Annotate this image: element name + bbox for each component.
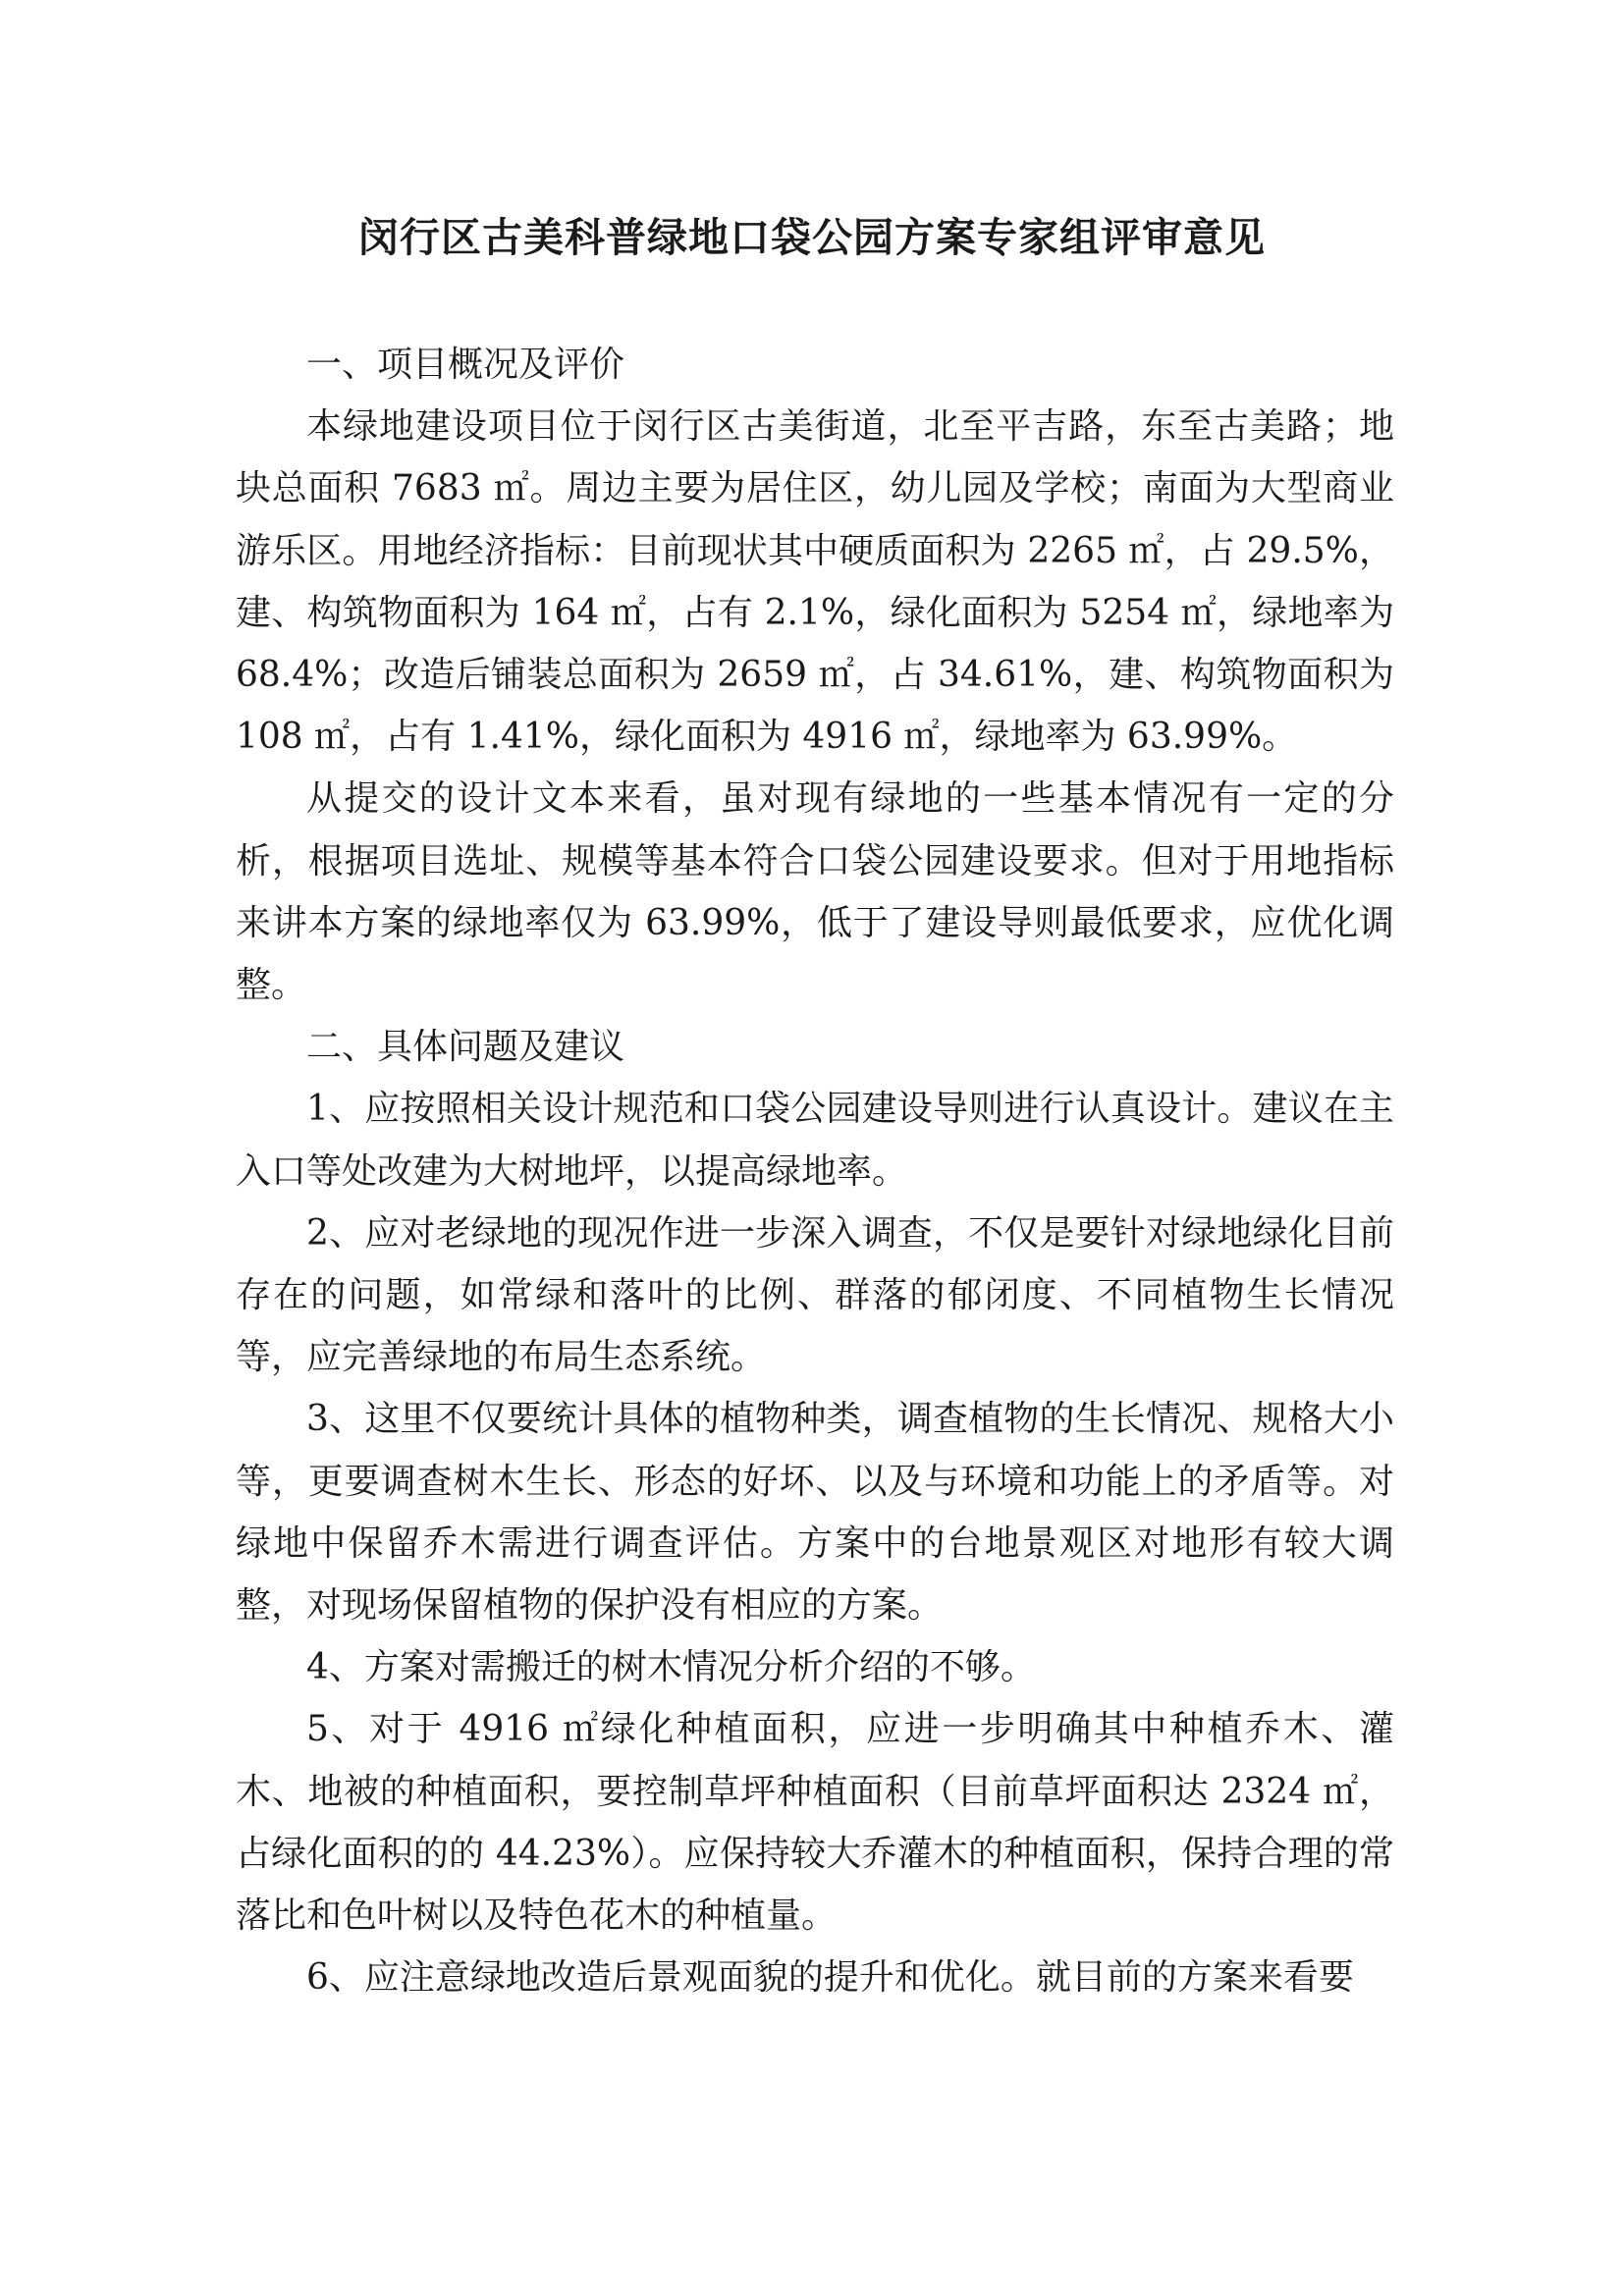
paragraph-item-2: 2、应对老绿地的现况作进一步深入调查，不仅是要针对绿地绿化目前存在的问题，如常绿和落叶的比例、群落的郁闭度、不同植物生长情况等，应完善绿地的布局生态系统。 — [236, 1212, 1394, 1378]
paragraph-item-1: 1、应按照相关设计规范和口袋公园建设导则进行认真设计。建议在主入口等处改建为大树地坪，以提高绿地率。 — [236, 1089, 1394, 1192]
paragraph-item-5: 5、对于 4916 ㎡绿化种植面积，应进一步明确其中种植乔木、灌木、地被的种植面积，要控制草坪种植面积（目前草坪面积达 2324 ㎡，占绿化面积的的 44.23%）。应保持较大乔灌木的种植面积，保持合理的常落比和色叶树以及特色花木的种植量。 — [236, 1709, 1394, 1937]
paragraph-item-4: 4、方案对需搬迁的树木情况分析介绍的不够。 — [306, 1647, 1036, 1688]
paragraph-project-overview: 本绿地建设项目位于闵行区古美街道，北至平吉路，东至古美路；地块总面积 7683 ㎡。周边主要为居住区，幼儿园及学校；南面为大型商业游乐区。用地经济指标：目前现状其中硬质面积为 2265 ㎡，占 29.5%，建、构筑物面积为 164 ㎡，占有 2.1%，绿化面积为 5254 ㎡，绿地率为 68.4%；改造后铺装总面积为 2659 ㎡，占 34.61%，建、构筑物面积为 108 ㎡，占有 1.41%，绿化面积为 4916 ㎡，绿地率为 63.99%。 — [236, 406, 1394, 758]
section-heading-issues: 二、具体问题及建议 — [306, 1027, 625, 1068]
paragraph-item-3: 3、这里不仅要统计具体的植物种类，调查植物的生长情况、规格大小等，更要调查树木生长、形态的好坏、以及与环境和功能上的矛盾等。对绿地中保留乔木需进行调查评估。方案中的台地景观区对地形有较大调整，对现场保留植物的保护没有相应的方案。 — [236, 1399, 1394, 1627]
document-body — [236, 334, 1394, 2008]
paragraph-item-6: 6、应注意绿地改造后景观面貌的提升和优化。就目前的方案来看要 — [306, 1957, 1354, 1999]
paragraph-evaluation: 从提交的设计文本来看，虽对现有绿地的一些基本情况有一定的分析，根据项目选址、规模等基本符合口袋公园建设要求。但对于用地指标来讲本方案的绿地率仅为 63.99%，低于了建设导则最低要求，应优化调整。 — [236, 778, 1394, 1006]
section-heading-overview: 一、项目概况及评价 — [306, 345, 625, 385]
document-title: 闵行区古美科普绿地口袋公园方案专家组评审意见 — [358, 214, 1266, 261]
